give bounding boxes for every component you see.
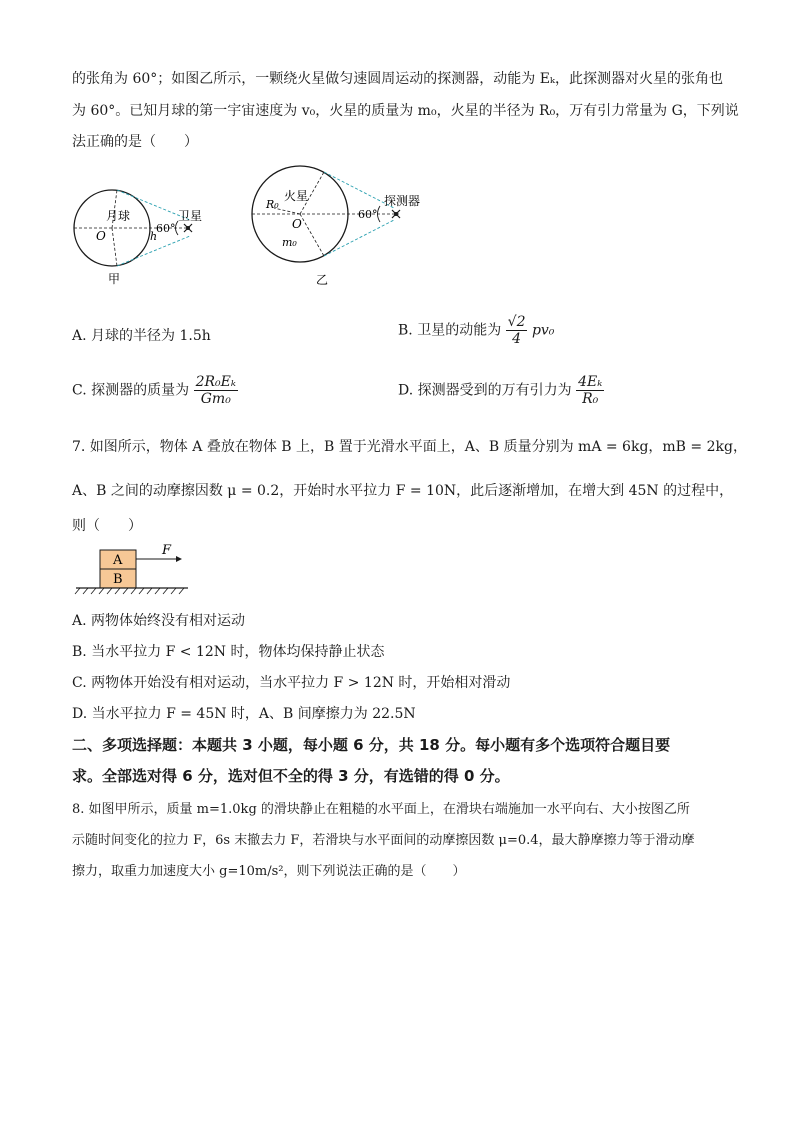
q8-text-line-3: 擦力，取重力加速度大小 g=10m/s²，则下列说法正确的是（ ） — [72, 864, 466, 879]
q8-text-line-1: 8. 如图甲所示，质量 m=1.0kg 的滑块静止在粗糙的水平面上，在滑块右端施加一水平向右、大小按图乙所 — [72, 802, 690, 817]
q6-text-line-1: 的张角为 60°；如图乙所示，一颗绕火星做匀速圆周运动的探测器，动能为 Eₖ，此探测器对火星的张角也 — [72, 71, 724, 87]
q6-option-c-fraction: $\frac{\text{2R₀Eₖ}}{\text{Gm₀}}$ — [195, 374, 236, 407]
radius-label: R₀ — [266, 198, 279, 211]
q7-option-d: D. 当水平拉力 F = 45N 时，A、B 间摩擦力为 22.5N — [72, 706, 416, 722]
section-2-heading-line-1: 二、多项选择题：本题共 3 小题，每小题 6 分，共 18 分。每小题有多个选项符合题目要 — [72, 736, 671, 754]
mars-label: 火星 — [284, 189, 309, 203]
q6-option-d — [398, 374, 604, 407]
q7-option-b: B. 当水平拉力 F < 12N 时，物体均保持静止状态 — [72, 644, 385, 660]
q6-option-b-label: B. 卫星的动能为 — [398, 322, 502, 339]
satellite-label: 卫星 — [178, 209, 203, 223]
angle-label-2: 60° — [358, 208, 378, 221]
h-label: h — [150, 230, 158, 243]
q7-option-c: C. 两物体开始没有相对运动，当水平拉力 F > 12N 时，开始相对滑动 — [72, 675, 511, 691]
caption-jia: 甲 — [108, 272, 121, 286]
moon-label: 月球 — [106, 209, 131, 223]
figure-blocks-ab — [72, 542, 192, 598]
ground-hatch — [75, 588, 184, 594]
q7-text-line-2: A、B 之间的动摩擦因数 μ = 0.2，开始时水平拉力 F = 10N，此后逐渐增加，在增大到 45N 的过程中， — [72, 483, 734, 499]
probe-label: 探测器 — [384, 194, 421, 208]
q6-option-c-label: C. 探测器的质量为 — [72, 382, 190, 399]
block-b-label: B — [113, 572, 123, 587]
center-o-label: O — [96, 229, 106, 243]
q6-option-d-label: D. 探测器受到的万有引力为 — [398, 382, 572, 399]
q6-text-line-3: 法正确的是（ ） — [72, 134, 198, 150]
q6-option-b-tail: pv₀ — [531, 322, 555, 339]
q6-text-line-2: 为 60°。已知月球的第一宇宙速度为 v₀，火星的质量为 m₀，火星的半径为 R₀，万有引力常量为 G，下列说 — [72, 103, 739, 119]
center-o-label-2: O — [292, 217, 302, 231]
caption-yi: 乙 — [316, 273, 329, 287]
q6-option-b-fraction: $\frac{√2}{4}$ — [507, 314, 526, 347]
q7-text-line-1: 7. 如图所示，物体 A 叠放在物体 B 上，B 置于光滑水平面上，A、B 质量分别为 mA = 6kg，mB = 2kg， — [72, 439, 747, 455]
q7-option-a: A. 两物体始终没有相对运动 — [72, 613, 246, 629]
angle-label: 60° — [156, 222, 176, 235]
q6-option-c — [72, 374, 238, 407]
section-2-heading-line-2: 求。全部选对得 6 分，选对但不全的得 3 分，有选错的得 0 分。 — [72, 767, 510, 785]
q7-text-line-3: 则（ ） — [72, 518, 142, 534]
force-label: F — [162, 543, 172, 558]
figure-moon-satellite — [60, 165, 220, 290]
q6-option-d-fraction: $\frac{\text{4Eₖ}}{\text{R₀}}$ — [578, 374, 603, 407]
q8-text-line-2: 示随时间变化的拉力 F，6s 末撤去力 F，若滑块与水平面间的动摩擦因数 μ=0.4，最大静摩擦力等于滑动摩 — [72, 833, 695, 848]
q6-option-a: A. 月球的半径为 1.5h — [72, 328, 211, 344]
figure-mars-probe — [244, 160, 444, 290]
force-arrow-icon — [176, 556, 182, 562]
mass-label: m₀ — [282, 236, 297, 249]
q6-option-b — [398, 314, 554, 347]
block-a-label: A — [113, 553, 123, 568]
